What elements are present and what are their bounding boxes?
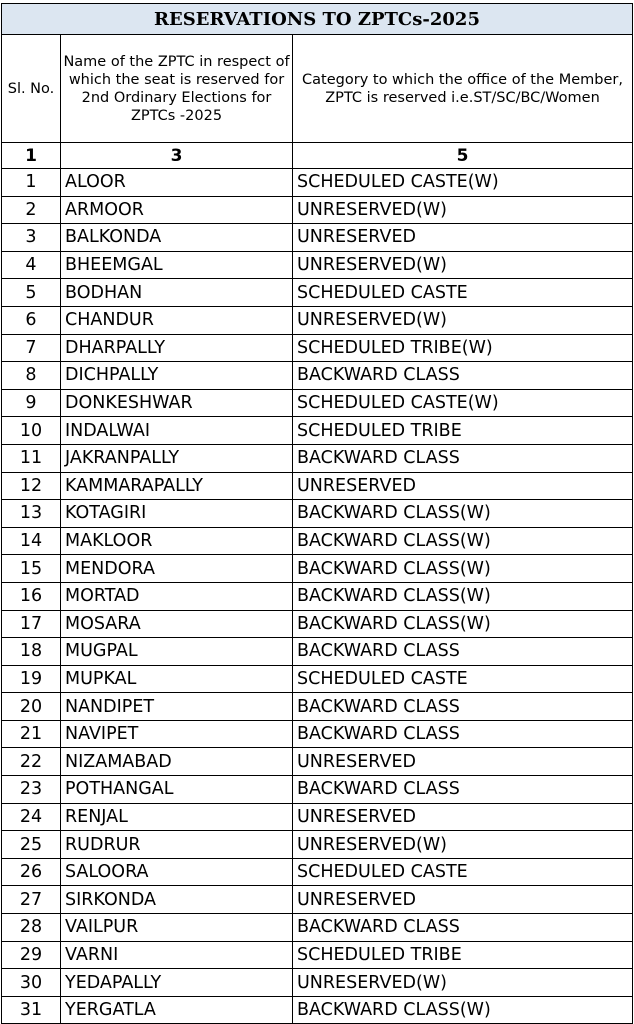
sl-no-cell: 7 [2, 334, 61, 362]
category-cell: BACKWARD CLASS(W) [293, 610, 633, 638]
table-row [2, 776, 633, 804]
sl-no-cell: 8 [2, 362, 61, 390]
category-cell: UNRESERVED(W) [293, 251, 633, 279]
category-cell: BACKWARD CLASS(W) [293, 500, 633, 528]
table-row [2, 886, 633, 914]
sl-no-cell: 1 [2, 169, 61, 197]
category-cell: UNRESERVED [293, 803, 633, 831]
zptc-name-cell: NAVIPET [61, 720, 293, 748]
column-number-row [2, 143, 633, 169]
category-cell: SCHEDULED TRIBE [293, 417, 633, 445]
zptc-name-cell: ALOOR [61, 169, 293, 197]
column-number-name: 3 [61, 143, 293, 169]
category-cell: SCHEDULED CASTE(W) [293, 389, 633, 417]
zptc-name-cell: SALOORA [61, 858, 293, 886]
table-row [2, 996, 633, 1024]
category-cell: BACKWARD CLASS [293, 693, 633, 721]
category-cell: BACKWARD CLASS(W) [293, 555, 633, 583]
sl-no-cell: 2 [2, 196, 61, 224]
category-cell: UNRESERVED [293, 224, 633, 252]
sl-no-cell: 24 [2, 803, 61, 831]
table-row [2, 279, 633, 307]
sl-no-cell: 6 [2, 306, 61, 334]
table-row [2, 306, 633, 334]
zptc-name-cell: VAILPUR [61, 914, 293, 942]
header-sl-no: Sl. No. [2, 35, 61, 143]
zptc-name-cell: ARMOOR [61, 196, 293, 224]
sl-no-cell: 15 [2, 555, 61, 583]
category-cell: SCHEDULED CASTE [293, 279, 633, 307]
table-row [2, 803, 633, 831]
table-row [2, 417, 633, 445]
zptc-name-cell: BALKONDA [61, 224, 293, 252]
zptc-name-cell: YERGATLA [61, 996, 293, 1024]
zptc-name-cell: DHARPALLY [61, 334, 293, 362]
category-cell: SCHEDULED CASTE(W) [293, 169, 633, 197]
sl-no-cell: 27 [2, 886, 61, 914]
table-row [2, 858, 633, 886]
table-body [2, 169, 633, 1024]
sl-no-cell: 13 [2, 500, 61, 528]
category-cell: BACKWARD CLASS(W) [293, 582, 633, 610]
zptc-name-cell: DONKESHWAR [61, 389, 293, 417]
zptc-name-cell: POTHANGAL [61, 776, 293, 804]
sl-no-cell: 19 [2, 665, 61, 693]
zptc-name-cell: KAMMARAPALLY [61, 472, 293, 500]
header-row [2, 35, 633, 143]
sl-no-cell: 21 [2, 720, 61, 748]
table-row [2, 500, 633, 528]
zptc-name-cell: BODHAN [61, 279, 293, 307]
sl-no-cell: 31 [2, 996, 61, 1024]
zptc-name-cell: MAKLOOR [61, 527, 293, 555]
table-row [2, 444, 633, 472]
category-cell: UNRESERVED(W) [293, 969, 633, 997]
zptc-name-cell: BHEEMGAL [61, 251, 293, 279]
zptc-name-cell: MUPKAL [61, 665, 293, 693]
table-row [2, 941, 633, 969]
header-zptc-name: Name of the ZPTC in respect of which the seat is reserved for 2nd Ordinary Elections for ZPTCs -2025 [61, 35, 293, 143]
category-cell: SCHEDULED CASTE [293, 858, 633, 886]
sl-no-cell: 26 [2, 858, 61, 886]
zptc-name-cell: MORTAD [61, 582, 293, 610]
sl-no-cell: 11 [2, 444, 61, 472]
sl-no-cell: 25 [2, 831, 61, 859]
category-cell: BACKWARD CLASS [293, 776, 633, 804]
sl-no-cell: 29 [2, 941, 61, 969]
category-cell: BACKWARD CLASS [293, 362, 633, 390]
zptc-name-cell: JAKRANPALLY [61, 444, 293, 472]
table-row [2, 472, 633, 500]
reservations-table [1, 3, 633, 1024]
category-cell: UNRESERVED [293, 886, 633, 914]
sl-no-cell: 14 [2, 527, 61, 555]
table-title: RESERVATIONS TO ZPTCs-2025 [2, 4, 633, 35]
table-row [2, 914, 633, 942]
table-row [2, 224, 633, 252]
sl-no-cell: 9 [2, 389, 61, 417]
table-row [2, 610, 633, 638]
zptc-name-cell: NIZAMABAD [61, 748, 293, 776]
zptc-name-cell: MUGPAL [61, 638, 293, 666]
category-cell: SCHEDULED CASTE [293, 665, 633, 693]
table-row [2, 720, 633, 748]
category-cell: UNRESERVED [293, 748, 633, 776]
table-row [2, 969, 633, 997]
table-row [2, 555, 633, 583]
category-cell: UNRESERVED(W) [293, 831, 633, 859]
zptc-name-cell: MOSARA [61, 610, 293, 638]
table-row [2, 831, 633, 859]
header-category: Category to which the office of the Member, ZPTC is reserved i.e.ST/SC/BC/Women [293, 35, 633, 143]
category-cell: BACKWARD CLASS [293, 638, 633, 666]
sl-no-cell: 16 [2, 582, 61, 610]
category-cell: BACKWARD CLASS [293, 720, 633, 748]
zptc-name-cell: YEDAPALLY [61, 969, 293, 997]
sl-no-cell: 12 [2, 472, 61, 500]
sl-no-cell: 5 [2, 279, 61, 307]
zptc-name-cell: VARNI [61, 941, 293, 969]
sl-no-cell: 28 [2, 914, 61, 942]
sl-no-cell: 22 [2, 748, 61, 776]
table-row [2, 665, 633, 693]
zptc-name-cell: SIRKONDA [61, 886, 293, 914]
sl-no-cell: 10 [2, 417, 61, 445]
table-row [2, 251, 633, 279]
table-row [2, 169, 633, 197]
table-row [2, 527, 633, 555]
table-row [2, 693, 633, 721]
zptc-name-cell: INDALWAI [61, 417, 293, 445]
table-row [2, 196, 633, 224]
table-row [2, 334, 633, 362]
table-row [2, 582, 633, 610]
table-row [2, 748, 633, 776]
zptc-name-cell: RENJAL [61, 803, 293, 831]
zptc-name-cell: KOTAGIRI [61, 500, 293, 528]
title-row [2, 4, 633, 35]
sl-no-cell: 30 [2, 969, 61, 997]
column-number-category: 5 [293, 143, 633, 169]
zptc-name-cell: RUDRUR [61, 831, 293, 859]
category-cell: UNRESERVED(W) [293, 306, 633, 334]
category-cell: UNRESERVED(W) [293, 196, 633, 224]
sl-no-cell: 18 [2, 638, 61, 666]
category-cell: BACKWARD CLASS [293, 914, 633, 942]
zptc-name-cell: DICHPALLY [61, 362, 293, 390]
category-cell: BACKWARD CLASS [293, 444, 633, 472]
table-row [2, 638, 633, 666]
sl-no-cell: 4 [2, 251, 61, 279]
table-row [2, 389, 633, 417]
category-cell: BACKWARD CLASS(W) [293, 996, 633, 1024]
sl-no-cell: 17 [2, 610, 61, 638]
category-cell: SCHEDULED TRIBE [293, 941, 633, 969]
sl-no-cell: 23 [2, 776, 61, 804]
column-number-sl: 1 [2, 143, 61, 169]
sl-no-cell: 3 [2, 224, 61, 252]
zptc-name-cell: CHANDUR [61, 306, 293, 334]
zptc-name-cell: MENDORA [61, 555, 293, 583]
sl-no-cell: 20 [2, 693, 61, 721]
category-cell: BACKWARD CLASS(W) [293, 527, 633, 555]
category-cell: SCHEDULED TRIBE(W) [293, 334, 633, 362]
category-cell: UNRESERVED [293, 472, 633, 500]
table-row [2, 362, 633, 390]
zptc-name-cell: NANDIPET [61, 693, 293, 721]
